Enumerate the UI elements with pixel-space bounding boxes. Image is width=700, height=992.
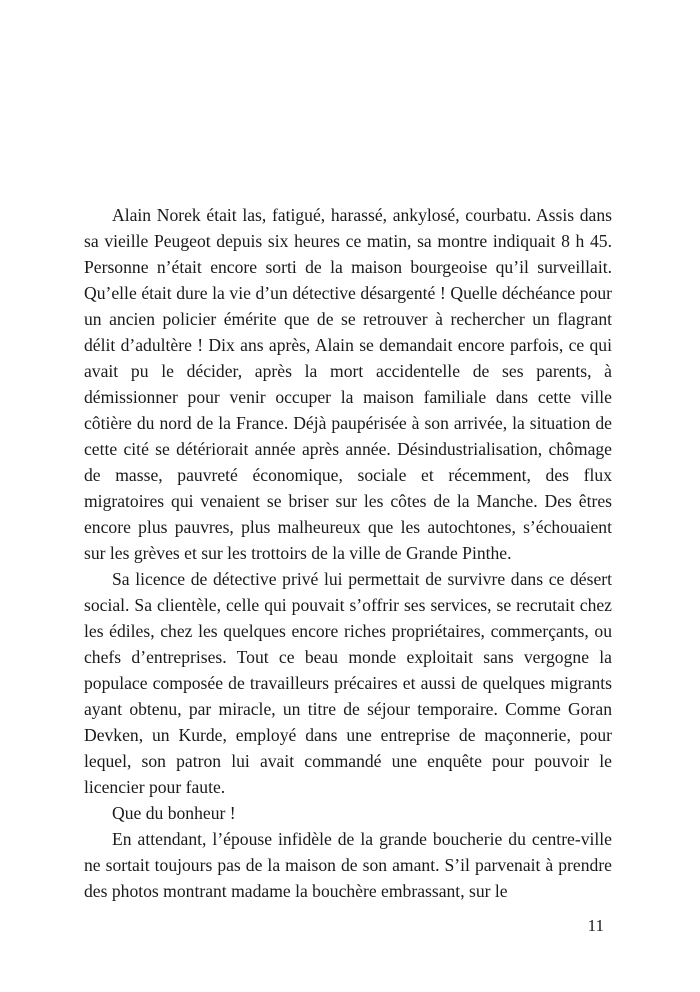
paragraph-4: En attendant, l’épouse infidèle de la grande boucherie du centre-ville ne sortait toujours pas de la maison de son amant. S’il parvenait à prendre des photos montrant madame la bouchère embrassant, sur le — [84, 829, 612, 901]
page-number: 11 — [587, 916, 604, 935]
body-text — [84, 202, 612, 904]
paragraph-3: Que du bonheur ! — [112, 803, 236, 823]
paragraph-1: Alain Norek était las, fatigué, harassé, ankylosé, courbatu. Assis dans sa vieille Peugeot depuis six heures ce matin, sa montre indiquait 8 h 45. Personne n’était encore sorti de la maison bourgeoise qu’il surveillait. Qu’elle était dure la vie d’un détective désargenté ! Quelle déchéance pour un ancien policier émérite que de se retrouver à rechercher un flagrant délit d’adultère ! Dix ans après, Alain se demandait encore parfois, ce qui avait pu le décider, après la mort accidentelle de ses parents, à démissionner pour venir occuper la maison familiale dans cette ville côtière du nord de la France. Déjà paupérisée à son arrivée, la situation de cette cité se détériorait année après année. Désindustrialisation, chômage de masse, pauvreté économique, sociale et récemment, des flux migratoires qui venaient se briser sur les côtes de la Manche. Des êtres encore plus pauvres, plus malheureux que les autochtones, s’échouaient sur les grèves et sur les trottoirs de la ville de Grande Pinthe. — [84, 205, 612, 563]
paragraph-2: Sa licence de détective privé lui permettait de survivre dans ce désert social. Sa clientèle, celle qui pouvait s’offrir ses services, se recrutait chez les édiles, chez les quelques encore riches propriétaires, commerçants, ou chefs d’entreprises. Tout ce beau monde exploitait sans vergogne la populace composée de travailleurs précaires et aussi de quelques migrants ayant obtenu, par miracle, un titre de séjour temporaire. Comme Goran Devken, un Kurde, employé dans une entreprise de maçonnerie, pour lequel, son patron lui avait commandé une enquête pour pouvoir le licencier pour faute. — [84, 569, 612, 797]
